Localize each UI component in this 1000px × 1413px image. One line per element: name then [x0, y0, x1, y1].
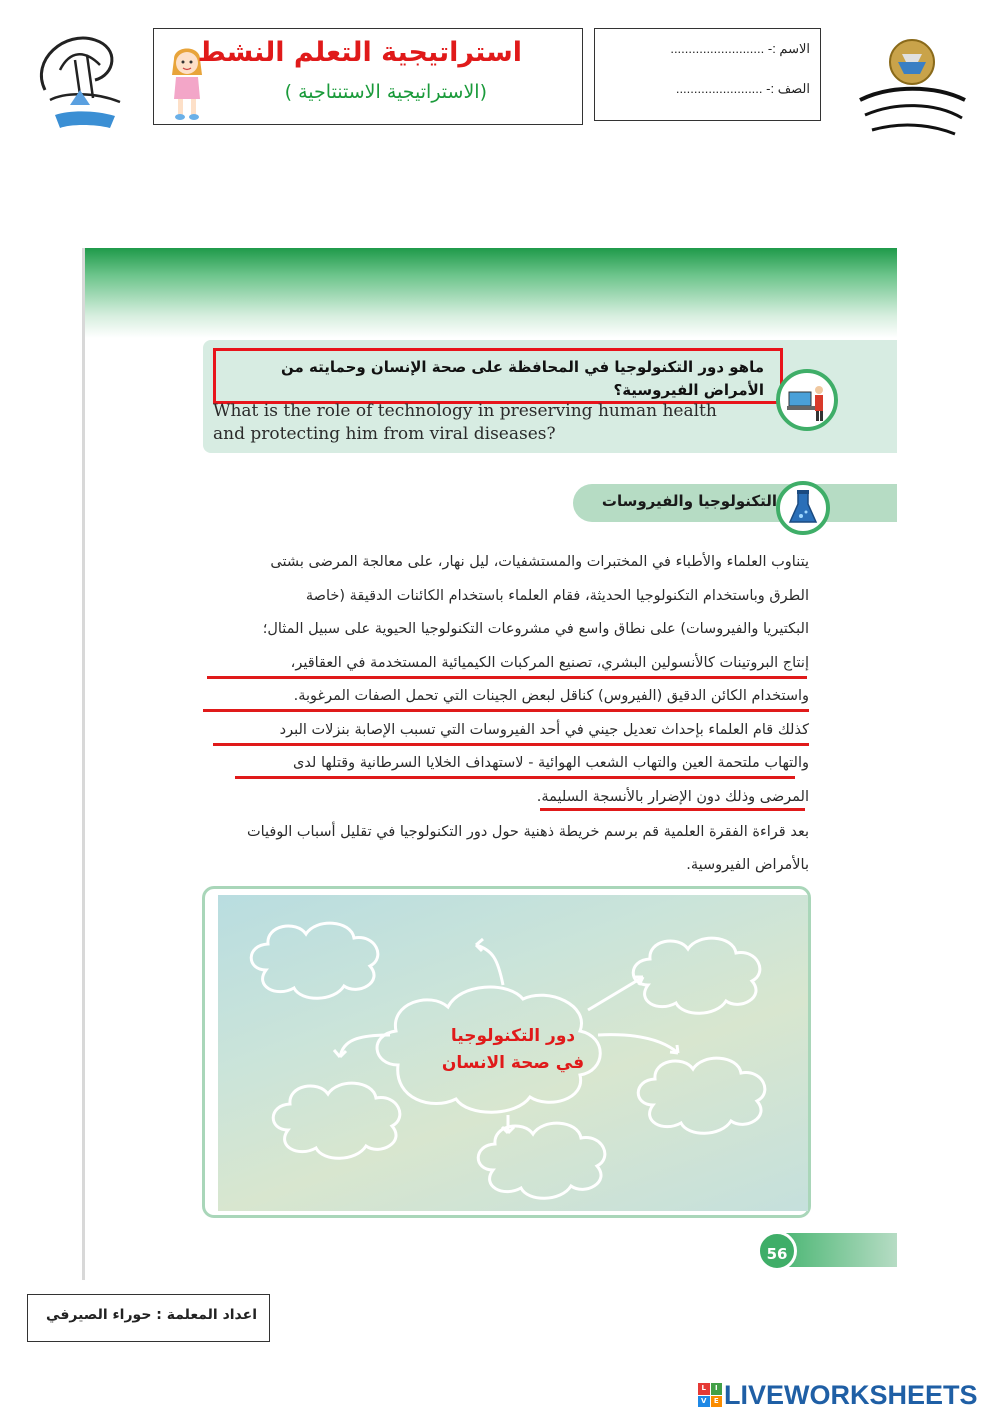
ministry-logo-right	[850, 30, 975, 150]
author-credit: اعداد المعلمة : حوراء الصيرفي	[46, 1307, 257, 1323]
page-number: 56	[757, 1231, 797, 1271]
arrow-top	[476, 939, 503, 985]
badge-letter: V	[698, 1396, 710, 1408]
school-logo-left	[25, 20, 135, 140]
mind-map-area	[218, 895, 808, 1211]
worksheet-subtitle: (الاستراتيجية الاستنتاجية )	[284, 81, 487, 103]
paragraph-line: واستخدام الكائن الدقيق (الفيروس) كناقل لبعض الجينات التي تحمل الصفات المرغوبة.	[293, 688, 809, 704]
paragraph-line: الطرق وباستخدام التكنولوجيا الحديثة، فقام العلماء باستخدام الكائنات الدقيقة (خاصة	[305, 587, 809, 604]
title-box	[153, 28, 583, 125]
name-field[interactable]: ..........................	[670, 41, 765, 56]
section-title: التكنولوجيا والفيروسات	[601, 492, 777, 510]
red-underline	[203, 709, 809, 712]
arrow-right	[598, 1035, 678, 1053]
paragraph-line: المرضى وذلك دون الإضرار بالأنسجة السليمة.	[536, 788, 809, 805]
liveworksheets-wordmark: LIVEWORKSHEETS	[724, 1379, 978, 1410]
section-tab	[573, 484, 897, 522]
question-english: What is the role of technology in preserving human health and protecting him from viral diseases?	[213, 401, 717, 444]
answer-cloud-bottom-right[interactable]	[638, 1058, 765, 1133]
flask-icon	[775, 480, 831, 536]
answer-cloud-bottom-center[interactable]	[478, 1123, 605, 1198]
question-arabic: ماهو دور التكنولوجيا في المحافظة على صحة الإنسان وحمايته من الأمراض الفيروسية؟	[281, 358, 764, 399]
mind-map-frame	[202, 886, 811, 1218]
red-underline	[207, 676, 807, 679]
name-label: الاسم :-	[767, 41, 810, 56]
name-row[interactable]	[670, 41, 810, 57]
answer-cloud-bottom-left[interactable]	[273, 1083, 400, 1158]
author-box	[27, 1294, 270, 1342]
instruction-line: بعد قراءة الفقرة العلمية قم برسم خريطة ذهنية حول دور التكنولوجيا في تقليل أسباب الوفيات	[246, 824, 809, 840]
class-field[interactable]: ........................	[675, 81, 763, 96]
badge-letter: E	[711, 1396, 723, 1408]
answer-cloud-top-right[interactable]	[633, 938, 760, 1013]
center-line-1: دور التكنولوجيا	[450, 1026, 576, 1046]
liveworksheets-brand[interactable]	[698, 1380, 978, 1410]
paragraph-line: يتناوب العلماء والأطباء في المختبرات والمستشفيات، ليل نهار، على معالجة المرضى بشتى	[270, 554, 809, 570]
red-underline	[540, 808, 805, 811]
question-highlight-box	[213, 348, 783, 404]
instruction-line: بالأمراض الفيروسية.	[686, 857, 809, 873]
paragraph-line: والتهاب ملتحمة العين والتهاب الشعب الهوائية - لاستهداف الخلايا السرطانية وقتلها لدى	[292, 755, 809, 771]
green-header-band	[85, 248, 897, 338]
textbook-page	[82, 248, 894, 1280]
mind-map-center-text	[433, 1023, 593, 1077]
paragraph-line: البكتيريا والفيروسات) على نطاق واسع في مشروعات التكنولوجيا الحيوية على سبيل المثال؛	[262, 621, 809, 637]
liveworksheets-logo-icon	[698, 1383, 722, 1407]
arrow-down	[502, 1115, 514, 1133]
instruction-text	[203, 816, 809, 882]
badge-letter: I	[711, 1383, 723, 1395]
badge-letter: L	[698, 1383, 710, 1395]
paragraph-line: كذلك قام العلماء بإحداث تعديل جيني في أحد الفيروسات التي تسبب الإصابة بنزلات البرد	[279, 721, 809, 738]
answer-cloud-top-left[interactable]	[251, 923, 378, 998]
center-line-2: في صحة الانسان	[441, 1053, 585, 1073]
arrow-top-right	[588, 977, 643, 1010]
class-label: الصف :-	[766, 81, 810, 96]
class-row[interactable]	[676, 81, 810, 97]
paragraph-line: إنتاج البروتينات كالأنسولين البشري، تصنيع المركبات الكيميائية المستخدمة في العقاقير،	[290, 654, 809, 671]
red-underline	[235, 776, 795, 779]
science-paragraph	[203, 546, 809, 814]
scientist-icon	[775, 368, 839, 432]
red-underline	[213, 743, 809, 746]
student-info-box	[594, 28, 821, 121]
worksheet-title: استراتيجية التعلم النشط	[197, 37, 522, 68]
